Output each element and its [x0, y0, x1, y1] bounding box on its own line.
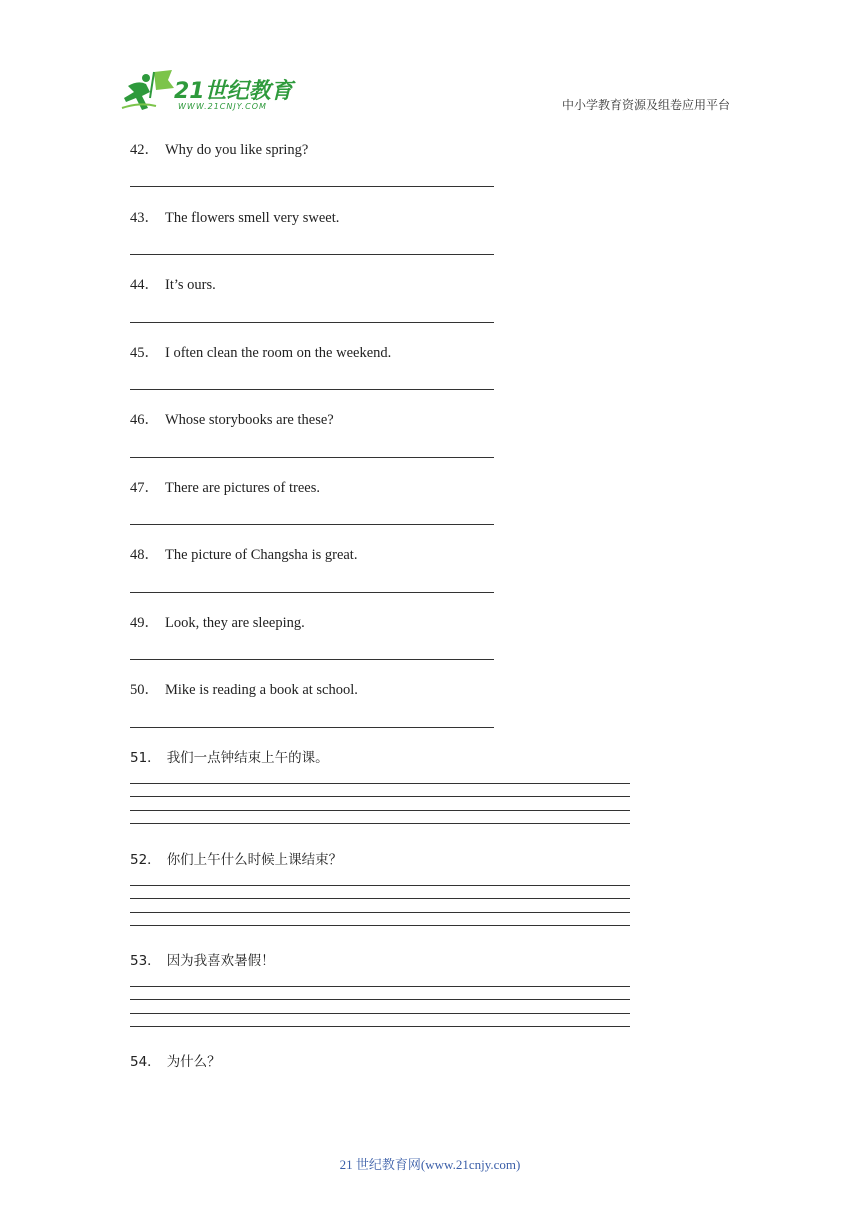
- question-47: [130, 476, 320, 497]
- question-text: Why do you like spring?: [165, 142, 309, 158]
- answer-line[interactable]: [130, 925, 630, 926]
- answer-line[interactable]: [130, 912, 630, 913]
- question-number: 53．: [130, 953, 161, 969]
- question-53: [130, 949, 275, 969]
- answer-line[interactable]: [130, 186, 494, 187]
- runner-logo-icon: [120, 68, 176, 116]
- question-text: 因为我喜欢暑假！: [166, 953, 275, 969]
- answer-line[interactable]: [130, 898, 630, 899]
- answer-line[interactable]: [130, 524, 494, 525]
- question-number: 46．: [130, 412, 159, 428]
- question-text: Whose storybooks are these?: [165, 412, 334, 428]
- logo-url: WWW.21CNJY.COM: [178, 102, 267, 111]
- question-text: 你们上午什么时候上课结束？: [166, 852, 343, 868]
- question-49: [130, 611, 305, 632]
- answer-line[interactable]: [130, 810, 630, 811]
- page-footer[interactable]: 21 世纪教育网(www.21cnjy.com): [339, 1157, 521, 1172]
- answer-line[interactable]: [130, 885, 630, 886]
- platform-label: 中小学教育资源及组卷应用平台: [561, 98, 730, 112]
- question-43: [130, 206, 339, 227]
- question-54: [130, 1050, 221, 1070]
- answer-line[interactable]: [130, 592, 494, 593]
- logo-text: 21世纪教育: [174, 79, 293, 104]
- question-text: I often clean the room on the weekend.: [165, 345, 392, 361]
- question-text: It’s ours.: [165, 277, 216, 293]
- question-number: 45．: [130, 345, 159, 361]
- question-text: Look, they are sleeping.: [165, 615, 305, 631]
- logo: [120, 68, 293, 116]
- question-42: [130, 138, 308, 159]
- answer-line[interactable]: [130, 254, 494, 255]
- question-text: 我们一点钟结束上午的课。: [166, 750, 329, 766]
- question-number: 54．: [130, 1054, 161, 1070]
- question-text: 为什么？: [166, 1054, 221, 1070]
- answer-line[interactable]: [130, 457, 494, 458]
- question-number: 49．: [130, 615, 159, 631]
- question-text: The picture of Changsha is great.: [165, 547, 358, 563]
- answer-line[interactable]: [130, 796, 630, 797]
- answer-line[interactable]: [130, 727, 494, 728]
- answer-line[interactable]: [130, 999, 630, 1000]
- question-46: [130, 408, 334, 429]
- question-number: 51．: [130, 750, 161, 766]
- question-number: 43．: [130, 210, 159, 226]
- question-number: 42．: [130, 142, 159, 158]
- answer-line[interactable]: [130, 389, 494, 390]
- question-52: [130, 848, 342, 868]
- answer-line[interactable]: [130, 986, 630, 987]
- question-number: 47．: [130, 480, 159, 496]
- answer-line[interactable]: [130, 1026, 630, 1027]
- answer-line[interactable]: [130, 322, 494, 323]
- question-text: The flowers smell very sweet.: [165, 210, 340, 226]
- answer-line[interactable]: [130, 783, 630, 784]
- question-44: [130, 273, 216, 294]
- answer-line[interactable]: [130, 659, 494, 660]
- question-number: 44．: [130, 277, 159, 293]
- question-50: [130, 678, 358, 699]
- question-51: [130, 746, 329, 766]
- answer-line[interactable]: [130, 823, 630, 824]
- question-48: [130, 543, 357, 564]
- question-number: 48．: [130, 547, 159, 563]
- question-45: [130, 341, 391, 362]
- question-number: 50．: [130, 682, 159, 698]
- question-text: There are pictures of trees.: [165, 480, 320, 496]
- question-number: 52．: [130, 852, 161, 868]
- page-header: [0, 0, 860, 125]
- question-text: Mike is reading a book at school.: [165, 682, 358, 698]
- answer-line[interactable]: [130, 1013, 630, 1014]
